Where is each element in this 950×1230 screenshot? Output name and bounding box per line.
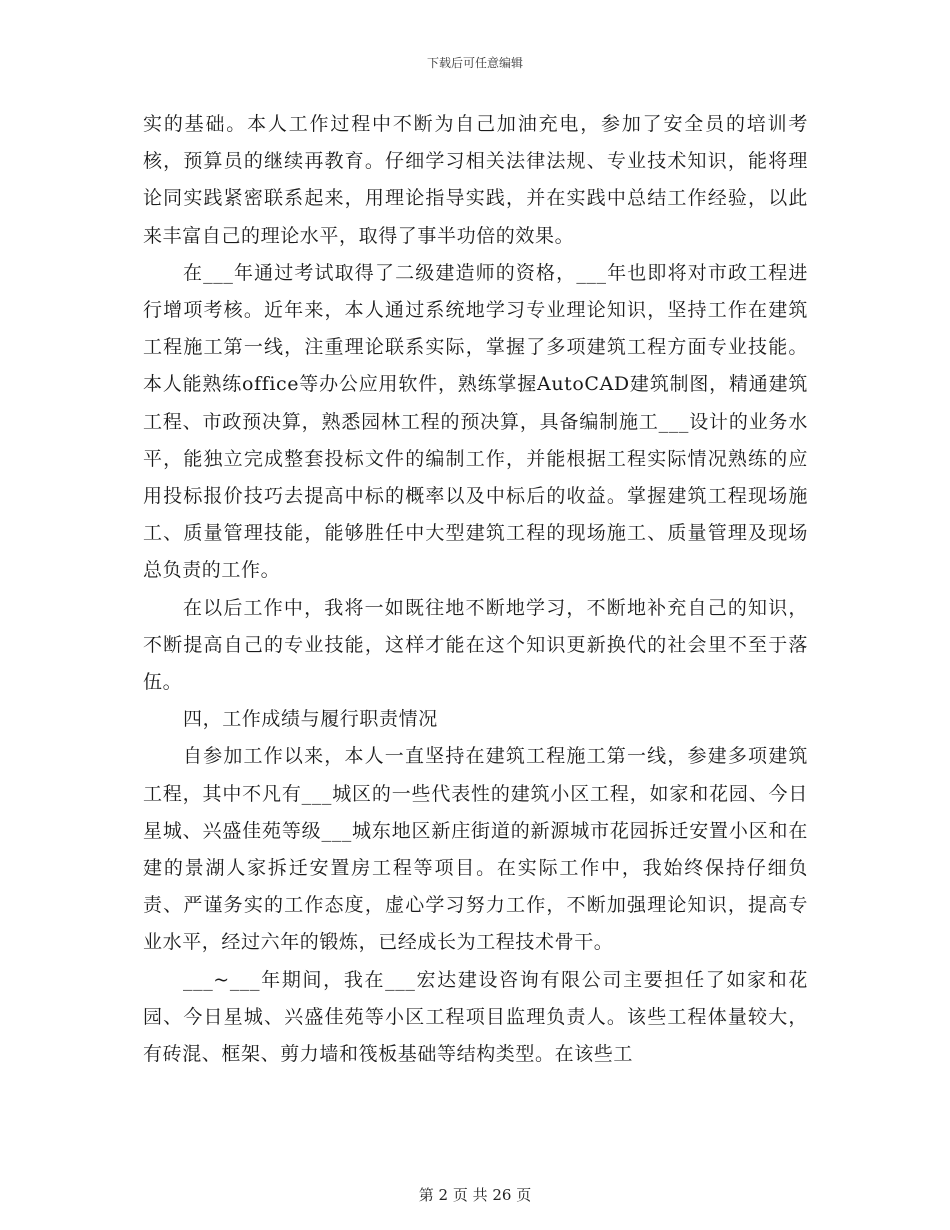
section-heading: 四，工作成绩与履行职责情况 [183, 708, 438, 731]
paragraph-1: 实的基础。本人工作过程中不断为自己加油充电，参加了安全员的培训考核，预算员的继续再教育。仔细学习相关法律法规、专业技术知识，能将理论同实践紧密联系起来，用理论指导实践，并在实践中总结工作经验，以此来丰富自己的理论水平，取得了事半功倍的效果。 [143, 113, 808, 247]
paragraph-3: 在以后工作中，我将一如既往地不断地学习，不断地补充自己的知识，不断提高自己的专业技能，这样才能在这个知识更新换代的社会里不至于落伍。 [143, 596, 808, 694]
page-footer: 第 2 页 共 26 页 [418, 1186, 532, 1204]
paragraph-2: 在___年通过考试取得了二级建造师的资格，___年也即将对市政工程进行增项考核。近年来，本人通过系统地学习专业理论知识，坚持工作在建筑工程施工第一线，注重理论联系实际，掌握了多项建筑工程方面专业技能。本人能熟练office等办公应用软件，熟练掌握AutoCAD建筑制图，精通建筑工程、市政预决算，熟悉园林工程的预决算，具备编制施工___设计的业务水平，能独立完成整套投标文件的编制工作，并能根据工程实际情况熟练的应用投标报价技巧去提高中标的概率以及中标后的收益。掌握建筑工程现场施工、质量管理技能，能够胜任中大型建筑工程的现场施工、质量管理及现场总负责的工作。 [143, 261, 808, 582]
page-header: 下载后可任意编辑 [426, 56, 523, 70]
paragraph-4: 自参加工作以来，本人一直坚持在建筑工程施工第一线，参建多项建筑工程，其中不凡有___城区的一些代表性的建筑小区工程，如家和花园、今日星城、兴盛佳苑等级___城东地区新庄街道的新源城市花园拆迁安置小区和在建的景湖人家拆迁安置房工程等项目。在实际工作中，我始终保持仔细负责、严谨务实的工作态度，虚心学习努力工作，不断加强理论知识，提高专业水平，经过六年的锻炼，已经成长为工程技术骨干。 [143, 745, 808, 954]
paragraph-5: ___~___年期间，我在___宏达建设咨询有限公司主要担任了如家和花园、今日星城、兴盛佳苑等小区工程项目监理负责人。该些工程体量较大，有砖混、框架、剪力墙和筏板基础等结构类型。在该些工 [143, 968, 808, 1066]
document-body [143, 106, 808, 1073]
